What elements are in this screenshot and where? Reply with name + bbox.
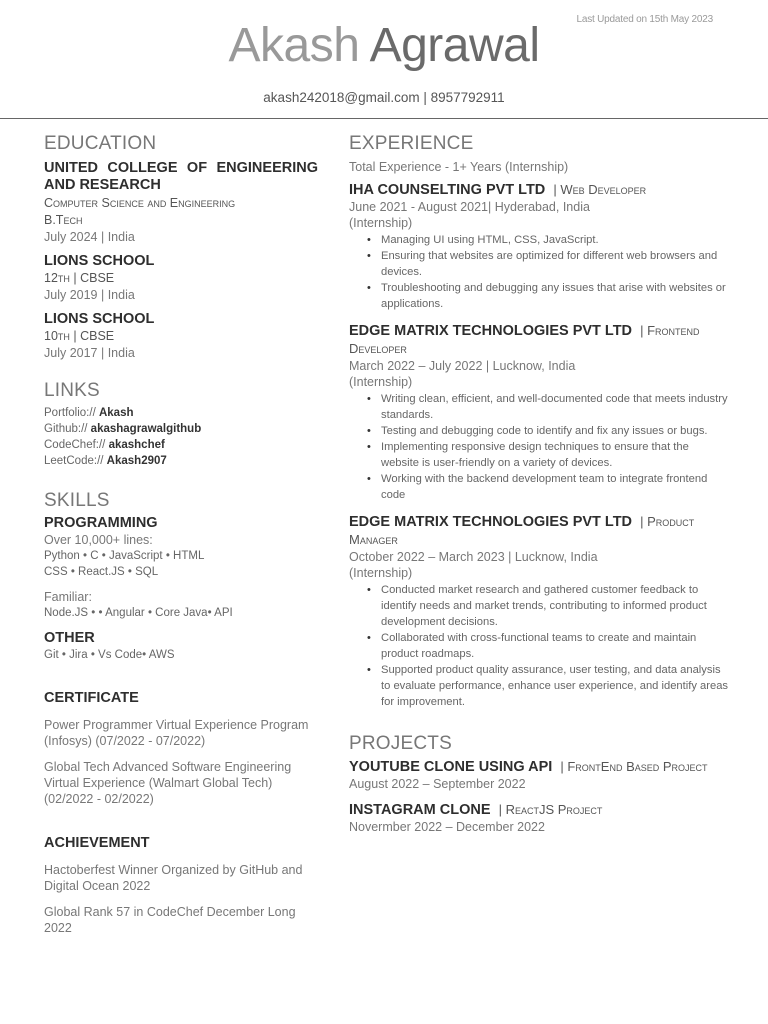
job-bullet: • Managing UI using HTML, CSS, JavaScript. (365, 232, 729, 248)
job-bullet: • Testing and debugging code to identify and fix any issues or bugs. (365, 423, 729, 439)
familiar-skills: Node.JS • • Angular • Core Java• API (44, 607, 233, 619)
achievement-title: ACHIEVEMENT (44, 835, 150, 851)
link-portfolio[interactable] (44, 405, 318, 421)
job-bullet: • Supported product quality assurance, user testing, and data analysis to evaluate performance, enhance user experience, and identify areas for improvement. (365, 662, 729, 710)
job-date: October 2022 – March 2023 | Lucknow, India (349, 550, 598, 564)
link-label: Github:// (44, 423, 88, 435)
project-date: Novermber 2022 – December 2022 (349, 820, 545, 834)
company-name: EDGE MATRIX TECHNOLOGIES PVT LTD (349, 323, 633, 339)
job-type: (Internship) (349, 566, 413, 580)
project-heading (349, 801, 729, 819)
certificate-item: Global Tech Advanced Software Engineering Virtual Experience (Walmart Global Tech) (02/2022 - 02/2022) (44, 760, 292, 806)
grade-board: 12th | CBSE (44, 271, 115, 285)
education-date: July 2019 | India (44, 288, 135, 302)
familiar-label: Familiar: (44, 590, 92, 604)
total-experience: Total Experience - 1+ Years (Internship) (349, 160, 569, 174)
job-bullet: • Collaborated with cross-functional teams to create and maintain product roadmaps. (365, 630, 729, 662)
link-label: CodeChef:// (44, 439, 106, 451)
skills-line-1: Python • C • JavaScript • HTML (44, 550, 205, 562)
school-name: LIONS SCHOOL (44, 253, 155, 269)
job-heading (349, 322, 729, 358)
link-value[interactable]: Akash2907 (106, 455, 167, 467)
last-updated: Last Updated on 15th May 2023 (576, 14, 713, 25)
link-leetcode[interactable] (44, 453, 318, 469)
header-divider (0, 118, 768, 119)
programming-title: PROGRAMMING (44, 515, 158, 531)
certificate-item: Power Programmer Virtual Experience Program (Infosys) (07/2022 - 07/2022) (44, 718, 309, 748)
job-bullets (365, 391, 729, 503)
education-title: EDUCATION (44, 133, 157, 154)
school-name: UNITED COLLEGE OF ENGINEERING AND RESEARCH (44, 160, 318, 193)
education-entry (44, 160, 318, 245)
last-name: Agrawal (369, 19, 540, 72)
degree-field: Computer Science and Engineering (44, 196, 236, 210)
grade-board: 10th | CBSE (44, 329, 115, 343)
project-name: INSTAGRAM CLONE (349, 802, 491, 818)
job-bullet: • Writing clean, efficient, and well-documented code that meets industry standards. (365, 391, 729, 423)
job-bullet: • Implementing responsive design techniques to ensure that the website is user-friendly on a variety of devices. (365, 439, 729, 471)
education-date: July 2017 | India (44, 346, 135, 360)
job-role: | Web Developer (553, 182, 647, 197)
project-name: YOUTUBE CLONE USING API (349, 759, 553, 775)
first-name: Akash (228, 19, 360, 72)
job-heading (349, 513, 729, 549)
links-title: LINKS (44, 380, 100, 401)
degree-type: B.Tech (44, 213, 83, 227)
school-name: LIONS SCHOOL (44, 311, 155, 327)
skills-title: SKILLS (44, 490, 110, 511)
job-bullet: • Working with the backend development team to integrate frontend code (365, 471, 729, 503)
certificate-title: CERTIFICATE (44, 690, 139, 706)
job-heading (349, 181, 729, 199)
education-date: July 2024 | India (44, 230, 135, 244)
skills-over-lines: Over 10,000+ lines: (44, 533, 153, 547)
link-label: LeetCode:// (44, 455, 104, 467)
right-column (349, 132, 729, 835)
achievement-item: Hactoberfest Winner Organized by GitHub and Digital Ocean 2022 (44, 863, 303, 893)
education-entry (44, 253, 318, 303)
job-bullet: • Troubleshooting and debugging any issues that arise with websites or applications. (365, 280, 729, 312)
job-bullet: • Conducted market research and gathered customer feedback to identify needs and market trends, contributing to informed product development decisions. (365, 582, 729, 630)
company-name: IHA COUNSELTING PVT LTD (349, 182, 546, 198)
job-entry (349, 513, 729, 710)
job-entry (349, 322, 729, 503)
other-title: OTHER (44, 630, 95, 646)
project-role: | ReactJS Project (498, 802, 603, 817)
job-date: March 2022 – July 2022 | Lucknow, India (349, 359, 576, 373)
link-github[interactable] (44, 421, 318, 437)
job-role: | Product Manager (349, 514, 695, 547)
company-name: EDGE MATRIX TECHNOLOGIES PVT LTD (349, 514, 633, 530)
projects-title: PROJECTS (349, 733, 452, 754)
link-codechef[interactable] (44, 437, 318, 453)
contact-line: akash242018@gmail.com | 8957792911 (263, 90, 505, 105)
other-skills: Git • Jira • Vs Code• AWS (44, 649, 175, 661)
candidate-name (0, 16, 768, 76)
experience-title: EXPERIENCE (349, 133, 474, 154)
project-date: August 2022 – September 2022 (349, 777, 526, 791)
link-label: Portfolio:// (44, 407, 96, 419)
job-role: | Frontend Developer (349, 323, 700, 356)
job-date: June 2021 - August 2021| Hyderabad, India (349, 200, 590, 214)
project-role: | FrontEnd Based Project (560, 759, 708, 774)
link-value[interactable]: Akash (98, 407, 134, 419)
job-entry (349, 181, 729, 312)
project-heading (349, 758, 729, 776)
job-type: (Internship) (349, 216, 413, 230)
achievement-item: Global Rank 57 in CodeChef December Long 2022 (44, 905, 296, 935)
job-type: (Internship) (349, 375, 413, 389)
link-value[interactable]: akashagrawalgithub (90, 423, 202, 435)
job-bullets (365, 582, 729, 710)
left-column (44, 132, 318, 936)
job-bullet: • Ensuring that websites are optimized for different web browsers and devices. (365, 248, 729, 280)
project-entry (349, 801, 729, 835)
link-value[interactable]: akashchef (108, 439, 165, 451)
project-entry (349, 758, 729, 792)
skills-line-2: CSS • React.JS • SQL (44, 566, 159, 578)
links-list (44, 405, 318, 469)
job-bullets (365, 232, 729, 312)
education-entry (44, 311, 318, 361)
